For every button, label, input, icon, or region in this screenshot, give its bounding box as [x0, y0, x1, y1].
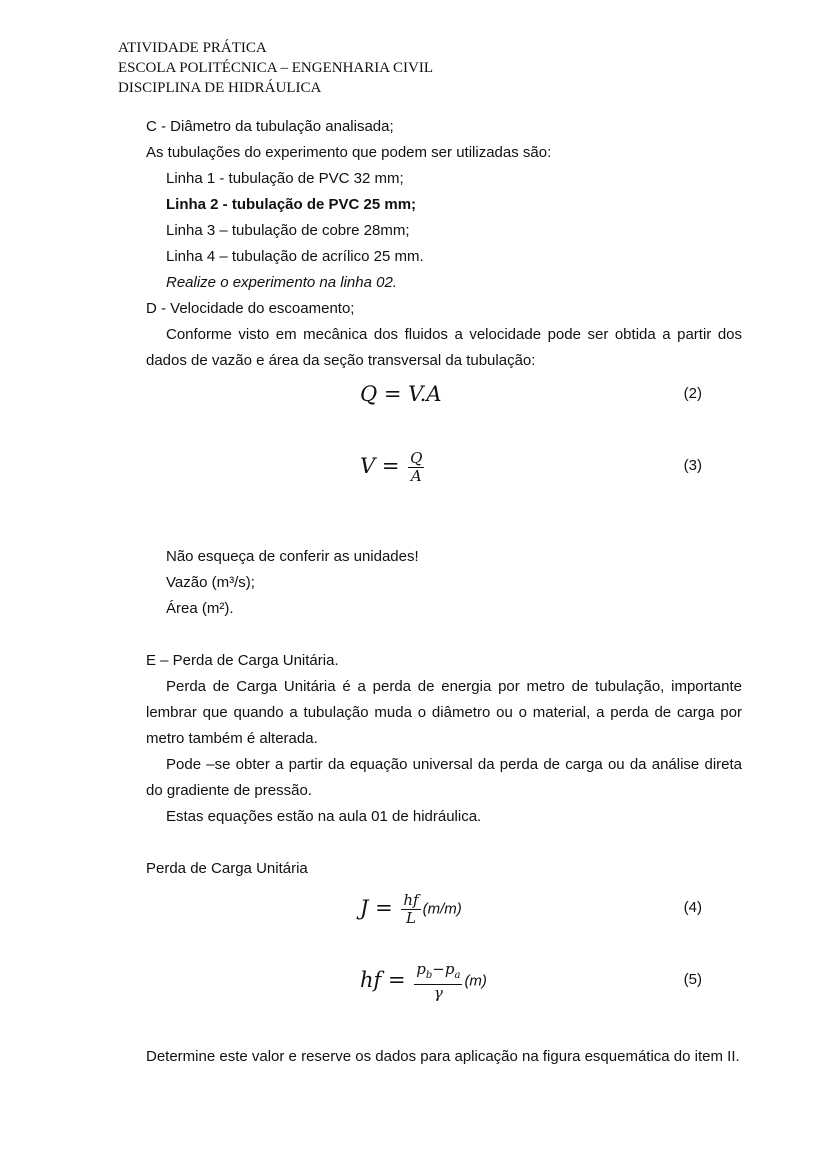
section-d-title: D - Velocidade do escoamento;	[146, 300, 355, 317]
equation-3	[146, 446, 742, 486]
equation-3-lhs: V =	[360, 454, 400, 478]
equation-5-pa: p	[444, 960, 455, 978]
equation-3-fraction	[408, 450, 424, 485]
header-line-activity: ATIVIDADE PRÁTICA	[118, 40, 267, 56]
pipe-line-2: Linha 2 - tubulação de PVC 25 mm;	[166, 196, 417, 213]
equation-4	[146, 888, 742, 928]
equation-5	[146, 960, 742, 1000]
equation-5-fraction	[414, 961, 462, 1002]
section-e-title: E – Perda de Carga Unitária.	[146, 652, 339, 669]
header-line-discipline: DISCIPLINA DE HIDRÁULICA	[118, 80, 322, 96]
equation-4-denominator: L	[406, 909, 416, 927]
equation-5-minus: −	[432, 960, 445, 978]
equation-4-numerator: hf	[403, 891, 419, 909]
equation-4-number: (4)	[683, 899, 702, 916]
pipe-line-4: Linha 4 – tubulação de acrílico 25 mm.	[166, 248, 424, 265]
equation-5-sub-a: a	[454, 970, 461, 981]
equation-4-lhs: J =	[360, 896, 393, 920]
header-line-school: ESCOLA POLITÉCNICA – ENGENHARIA CIVIL	[118, 60, 433, 76]
section-c-intro: As tubulações do experimento que podem ser utilizadas são:	[146, 144, 552, 161]
section-d-text: Conforme visto em mecânica dos fluidos a velocidade pode ser obtida a partir dos dados de vazão e área da seção transversal da tubulação:	[146, 326, 742, 369]
document-header	[118, 38, 433, 98]
equation-4-formula	[360, 888, 462, 930]
equation-5-pb: p	[416, 960, 426, 978]
equation-2-number: (2)	[683, 385, 702, 402]
units-note: Não esqueça de conferir as unidades!	[166, 548, 419, 565]
equation-3-formula	[360, 446, 426, 486]
equation-2-formula: Q = V.A	[360, 382, 442, 406]
document-body	[146, 114, 742, 1070]
equation-5-sub-b: b	[425, 970, 433, 981]
equation-3-denominator: A	[410, 467, 422, 485]
pipe-line-3: Linha 3 – tubulação de cobre 28mm;	[166, 222, 410, 239]
section-e-paragraph-2: Pode –se obter a partir da equação universal da perda de carga ou da análise direta do gradiente de pressão.	[146, 756, 742, 799]
section-c-title: C - Diâmetro da tubulação analisada;	[146, 118, 394, 135]
equation-4-unit: (m/m)	[422, 900, 462, 918]
flow-unit: Vazão (m³/s);	[166, 574, 255, 591]
equation-5-number: (5)	[683, 971, 702, 988]
experiment-note: Realize o experimento na linha 02.	[166, 274, 397, 291]
equation-5-unit: (m)	[464, 972, 487, 990]
equation-3-numerator: Q	[410, 449, 423, 467]
closing-instruction: Determine este valor e reserve os dados para aplicação na figura esquemática do item II.	[146, 1048, 740, 1065]
area-unit: Área (m²).	[166, 600, 234, 617]
equation-5-numerator	[414, 961, 462, 985]
equation-5-lhs: hf =	[360, 968, 406, 992]
pipe-line-1: Linha 1 - tubulação de PVC 32 mm;	[166, 170, 404, 187]
equation-4-fraction	[401, 892, 420, 927]
section-e-paragraph-1: Perda de Carga Unitária é a perda de energia por metro de tubulação, importante lembrar que quando a tubulação muda o diâmetro ou o material, a perda de carga por metro também é alterada.	[146, 678, 742, 747]
equation-3-number: (3)	[683, 457, 702, 474]
equation-5-formula	[360, 960, 487, 1002]
section-e-paragraph-3: Estas equações estão na aula 01 de hidráulica.	[166, 808, 482, 825]
equation-2	[146, 374, 742, 414]
section-e-subtitle: Perda de Carga Unitária	[146, 860, 308, 877]
equation-5-denominator: γ	[433, 984, 443, 1002]
